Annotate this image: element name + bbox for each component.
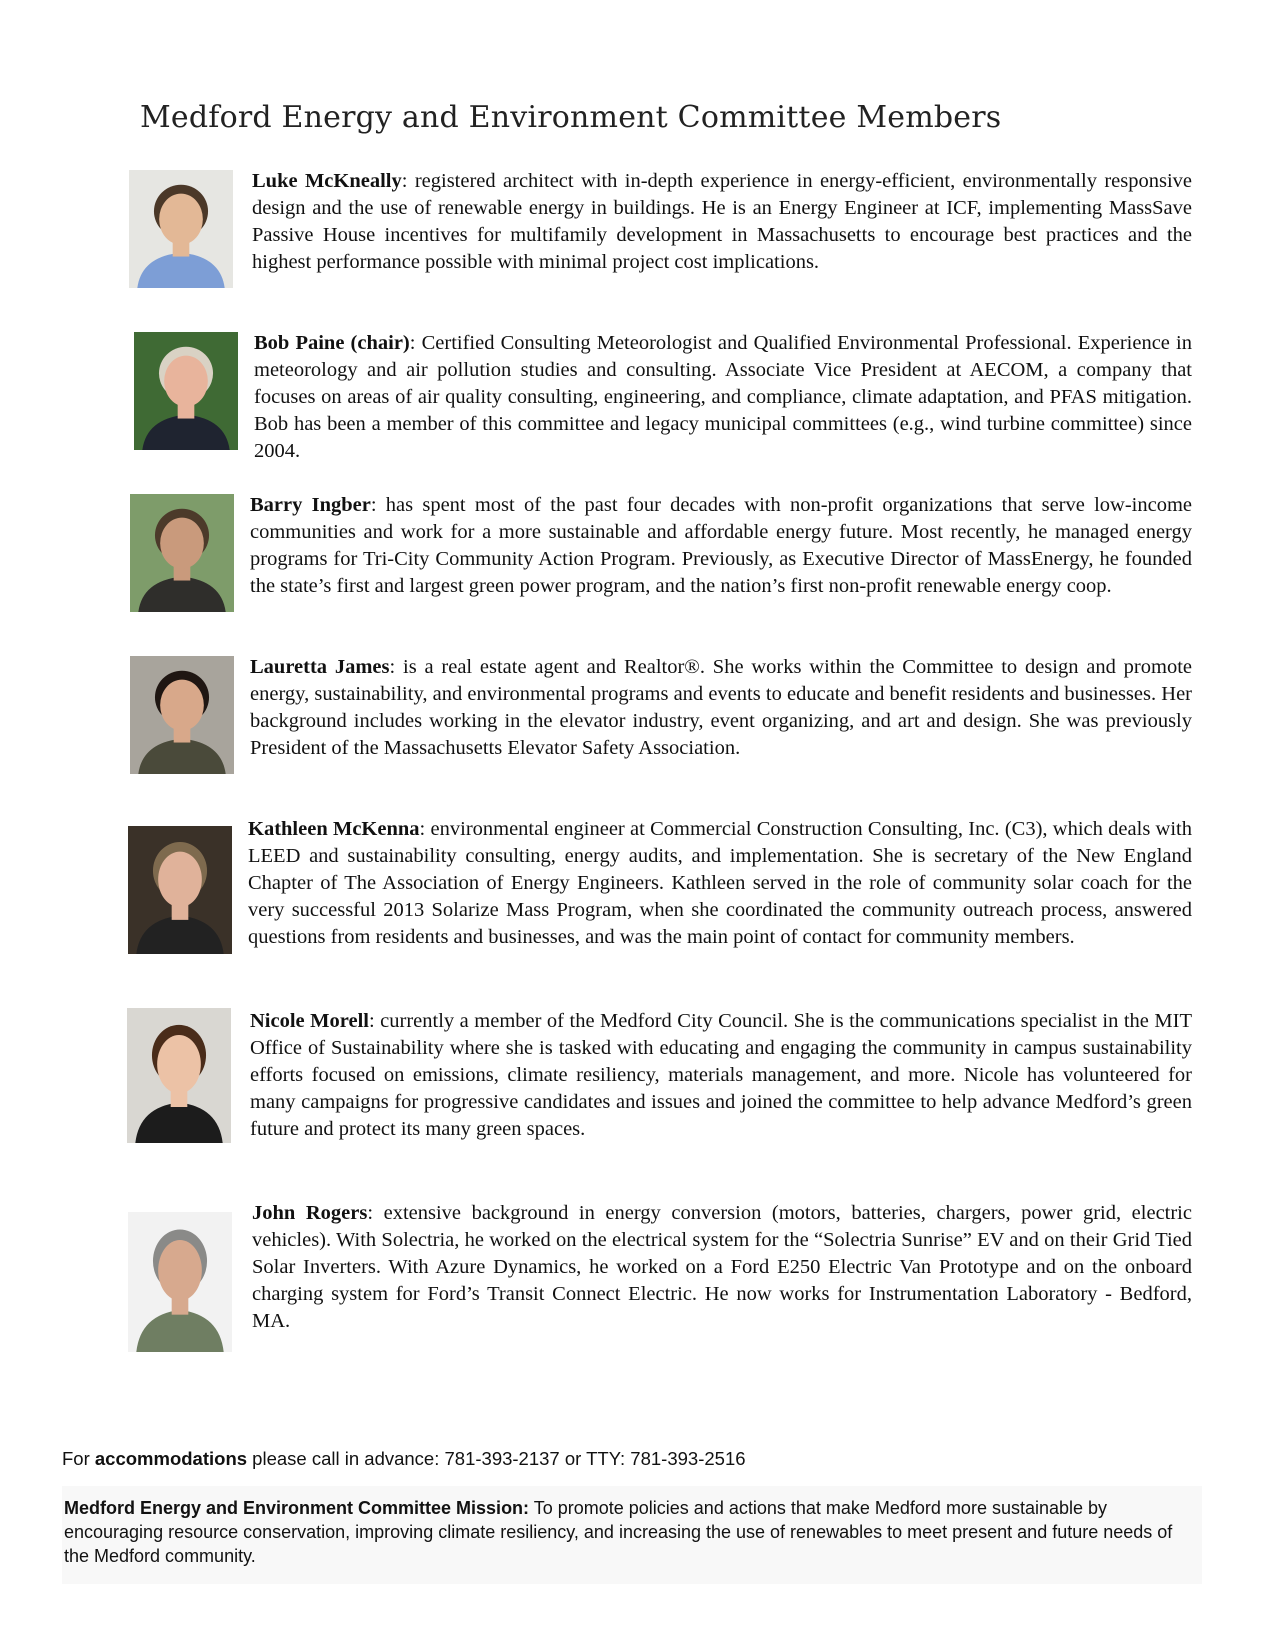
mission-statement-box: [62, 1486, 1202, 1584]
member-photo: [130, 494, 234, 612]
member-photo: [134, 332, 238, 450]
member-photo: [128, 826, 232, 954]
member-photo: [127, 1008, 231, 1143]
member-bio: Barry Ingber: has spent most of the past four decades with non-profit organizations that serve low-income communities and work for a more sustainable and affordable energy future. Most recently, he managed energy programs for Tri-City Community Action Program. Previously, as Executive Director of MassEnergy, he founded the state’s first and largest green power program, and the nation’s first non-profit renewable energy coop.: [250, 494, 1192, 597]
member-bio: Nicole Morell: currently a member of the Medford City Council. She is the communications specialist in the MIT Office of Sustainability where she is tasked with educating and engaging the community in campus sustainability efforts focused on emissions, climate resiliency, materials management, and more. Nicole has volunteered for many campaigns for progressive candidates and issues and joined the committee to help advance Medford’s green future and protect its many green spaces.: [250, 1010, 1192, 1140]
mission-label: Medford Energy and Environment Committee Mission:: [64, 1498, 530, 1518]
member-name: John Rogers: [252, 1202, 368, 1224]
member-bio: Luke McKneally: registered architect with in-depth experience in energy-efficient, environmentally responsive design and the use of renewable energy in buildings. He is an Energy Engineer at ICF, implementing MassSave Passive House incentives for multifamily development in Massachusetts to encourage best practices and the highest performance possible with minimal project cost implications.: [252, 170, 1193, 273]
member-name: Barry Ingber: [250, 494, 371, 516]
member-bio: Bob Paine (chair): Certified Consulting Meteorologist and Qualified Environmental Professional. Experience in meteorology and air pollution studies and consulting. Associate Vice President at AECOM, a company that focuses on areas of air quality consulting, engineering, and compliance, climate adaptation, and PFAS mitigation. Bob has been a member of this committee and legacy municipal committees (e.g., wind turbine committee) since 2004.: [254, 332, 1192, 462]
member-name: Nicole Morell: [250, 1010, 369, 1032]
member-bio: Kathleen McKenna: environmental engineer at Commercial Construction Consulting, Inc. (C3), which deals with LEED and sustainability consulting, energy audits, and implementation. She is secretary of the New England Chapter of The Association of Energy Engineers. Kathleen served in the role of community solar coach for the very successful 2013 Solarize Mass Program, when she coordinated the community outreach process, answered questions from residents and businesses, and was the main point of contact for community members.: [248, 818, 1193, 948]
member-name: Bob Paine (chair): [254, 332, 410, 354]
page-title: Medford Energy and Environment Committee Members: [140, 100, 1002, 135]
member-photo: [129, 170, 233, 288]
member-name: Lauretta James: [250, 656, 390, 678]
member-photo: [130, 656, 234, 774]
member-bio: John Rogers: extensive background in energy conversion (motors, batteries, chargers, power grid, electric vehicles). With Solectria, he worked on the electrical system for the “Solectria Sunrise” EV and on their Grid Tied Solar Inverters. With Azure Dynamics, he worked on a Ford E250 Electric Van Prototype and on the onboard charging system for Ford’s Transit Connect Electric. He now works for Instrumentation Laboratory - Bedford, MA.: [252, 1202, 1192, 1332]
member-bio: Lauretta James: is a real estate agent and Realtor®. She works within the Committee to design and promote energy, sustainability, and environmental programs and events to educate and benefit residents and businesses. Her background includes working in the elevator industry, event organizing, and art and design. She was previously President of the Massachusetts Elevator Safety Association.: [250, 656, 1192, 759]
member-photo: [128, 1212, 232, 1352]
accommodations-note: For accommodations please call in advance: 781-393-2137 or TTY: 781-393-2516: [62, 1448, 746, 1469]
member-name: Luke McKneally: [252, 170, 402, 192]
member-name: Kathleen McKenna: [248, 818, 420, 840]
mission-statement: Medford Energy and Environment Committee Mission: To promote policies and actions that make Medford more sustainable by encouraging resource conservation, improving climate resiliency, and increasing the use of renewables to meet present and future needs of the Medford community.: [64, 1498, 1173, 1566]
